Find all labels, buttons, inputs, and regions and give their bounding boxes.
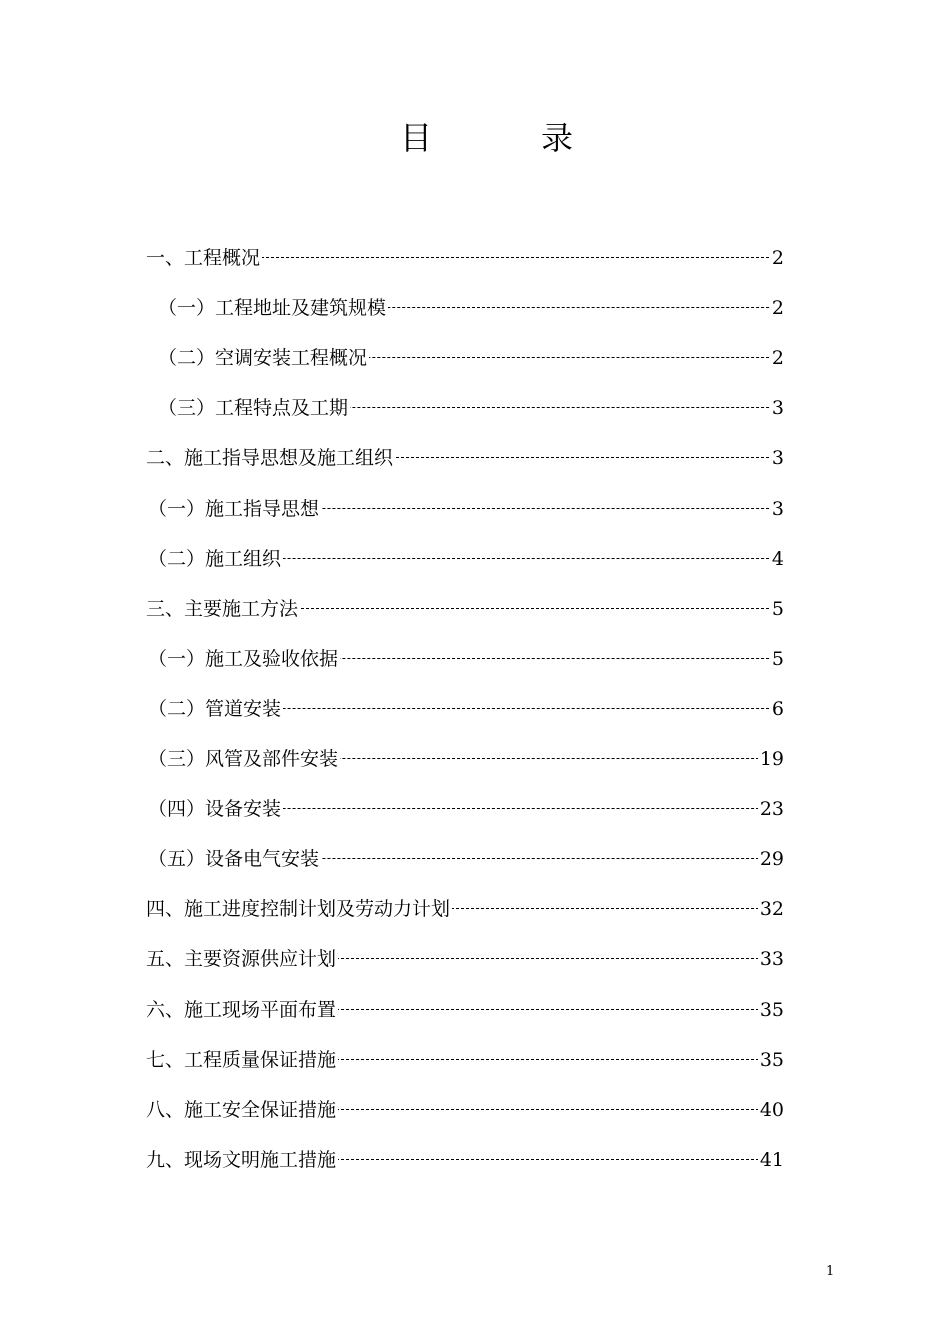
toc-entry-page-number: 29	[758, 841, 784, 877]
toc-entry[interactable]	[0, 992, 950, 1028]
toc-entry-title: 八、施工安全保证措施	[146, 1092, 338, 1128]
toc-entry[interactable]	[0, 941, 950, 977]
toc-entry-title: 九、现场文明施工措施	[146, 1142, 338, 1178]
toc-entry-page-number: 3	[770, 491, 784, 527]
toc-entry[interactable]	[0, 541, 950, 577]
toc-entry-page-number: 41	[758, 1142, 784, 1178]
toc-entry[interactable]	[0, 691, 950, 727]
toc-entry[interactable]	[0, 290, 950, 326]
toc-entry-title: 二、施工指导思想及施工组织	[146, 440, 395, 476]
page-number: 1	[826, 1264, 835, 1279]
toc-entry-title: （一）工程地址及建筑规模	[158, 290, 388, 326]
toc-entry-page-number: 2	[770, 340, 784, 376]
toc-entry-page-number: 35	[758, 992, 784, 1028]
toc-entry-title: 四、施工进度控制计划及劳动力计划	[146, 891, 452, 927]
toc-entry-title: （三）风管及部件安装	[148, 741, 340, 777]
toc-entry-title: 五、主要资源供应计划	[146, 941, 338, 977]
page-title	[0, 116, 950, 160]
toc-entry-title: 三、主要施工方法	[146, 591, 300, 627]
toc-entry-title: 一、工程概况	[146, 240, 262, 276]
title-char-mu: 目	[400, 119, 433, 157]
toc-entry-page-number: 3	[770, 390, 784, 426]
toc-entry-page-number: 2	[770, 240, 784, 276]
toc-entry-page-number: 35	[758, 1042, 784, 1078]
toc-entry-page-number: 33	[758, 941, 784, 977]
toc-entry[interactable]	[0, 641, 950, 677]
toc-entry[interactable]	[0, 841, 950, 877]
toc-entry-page-number: 6	[770, 691, 784, 727]
toc-entry[interactable]	[0, 491, 950, 527]
toc-entry-page-number: 40	[758, 1092, 784, 1128]
toc-entry-title: 六、施工现场平面布置	[146, 992, 338, 1028]
toc-entry[interactable]	[0, 240, 950, 276]
toc-entry[interactable]	[0, 340, 950, 376]
toc-entry-title: （二）空调安装工程概况	[158, 340, 369, 376]
toc-entry-page-number: 4	[770, 541, 784, 577]
toc-entry[interactable]	[0, 440, 950, 476]
toc-entry[interactable]	[0, 741, 950, 777]
toc-entry[interactable]	[0, 1092, 950, 1128]
toc-entry[interactable]	[0, 591, 950, 627]
toc-entry[interactable]	[0, 791, 950, 827]
toc-entry-title: （五）设备电气安装	[148, 841, 321, 877]
title-char-lu: 录	[541, 119, 574, 157]
toc-entry-title: （二）管道安装	[148, 691, 283, 727]
toc-entry-title: 七、工程质量保证措施	[146, 1042, 338, 1078]
toc-entry[interactable]	[0, 1142, 950, 1178]
toc-entry-title: （二）施工组织	[148, 541, 283, 577]
toc-entry-page-number: 23	[758, 791, 784, 827]
toc-entry-page-number: 19	[758, 741, 784, 777]
toc-entry[interactable]	[0, 1042, 950, 1078]
toc-entry-title: （四）设备安装	[148, 791, 283, 827]
toc-entry-title: （三）工程特点及工期	[158, 390, 350, 426]
toc-entry-title: （一）施工指导思想	[148, 491, 321, 527]
toc-entry-page-number: 2	[770, 290, 784, 326]
toc-entry-page-number: 5	[770, 641, 784, 677]
toc-entry-page-number: 3	[770, 440, 784, 476]
toc-entry-page-number: 5	[770, 591, 784, 627]
toc-entry-title: （一）施工及验收依据	[148, 641, 340, 677]
toc-entry[interactable]	[0, 390, 950, 426]
toc-entry-page-number: 32	[758, 891, 784, 927]
toc-entry[interactable]	[0, 891, 950, 927]
